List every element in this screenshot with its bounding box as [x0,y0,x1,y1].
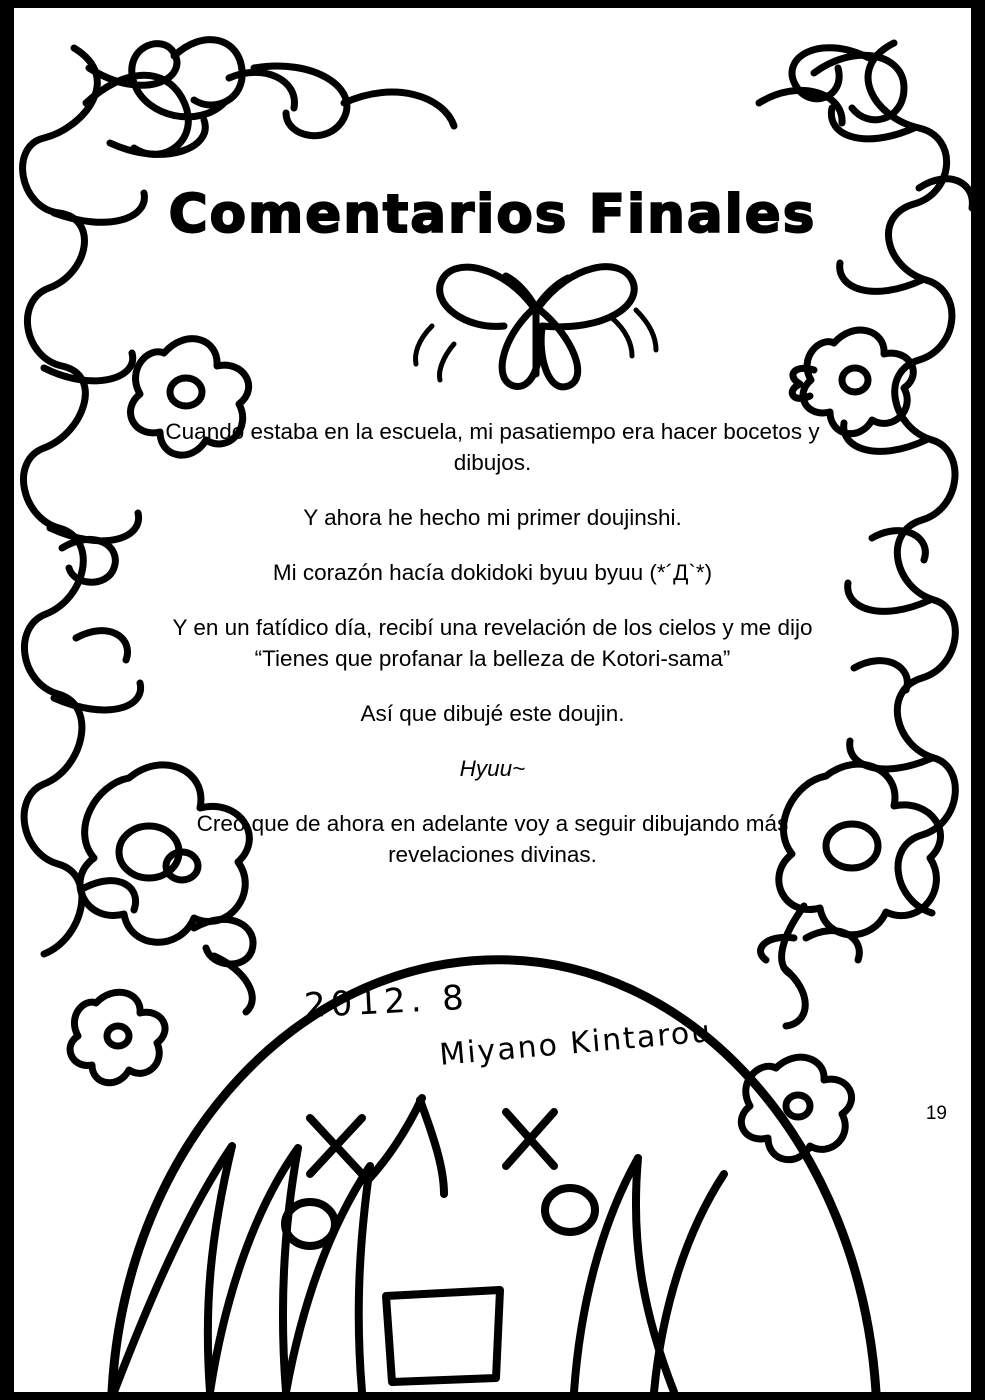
afterword-paragraph: Así que dibujé este doujin. [360,701,625,726]
page-number: 19 [925,1103,947,1124]
afterword-paragraph: Mi corazón hacía dokidoki byuu byuu (*´Д`*) [272,560,713,585]
signature-date: 2012. 8 [303,977,470,1027]
afterword-text [134,416,851,894]
page-title: Comentarios Finales [168,184,817,245]
afterword-paragraph: Creo que de ahora en adelante voy a seguir dibujando más revelaciones divinas. [196,811,789,867]
chibi-character-head [112,960,876,1392]
afterword-paragraph: Cuando estaba en la escuela, mi pasatiempo era hacer bocetos y dibujos. [165,419,820,475]
butterfly-doodle [416,267,656,387]
afterword-paragraph: Y ahora he hecho mi primer doujinshi. [303,505,682,530]
afterword-paragraph: Y en un fatídico día, recibí una revelación de los cielos y me dijo “Tienes que profanar la belleza de Kotori-sama” [172,615,813,671]
signature-name: Miyano Kintarou [437,1014,714,1073]
page-paper [14,8,971,1392]
afterword-paragraph: Hyuu~ [459,756,526,781]
